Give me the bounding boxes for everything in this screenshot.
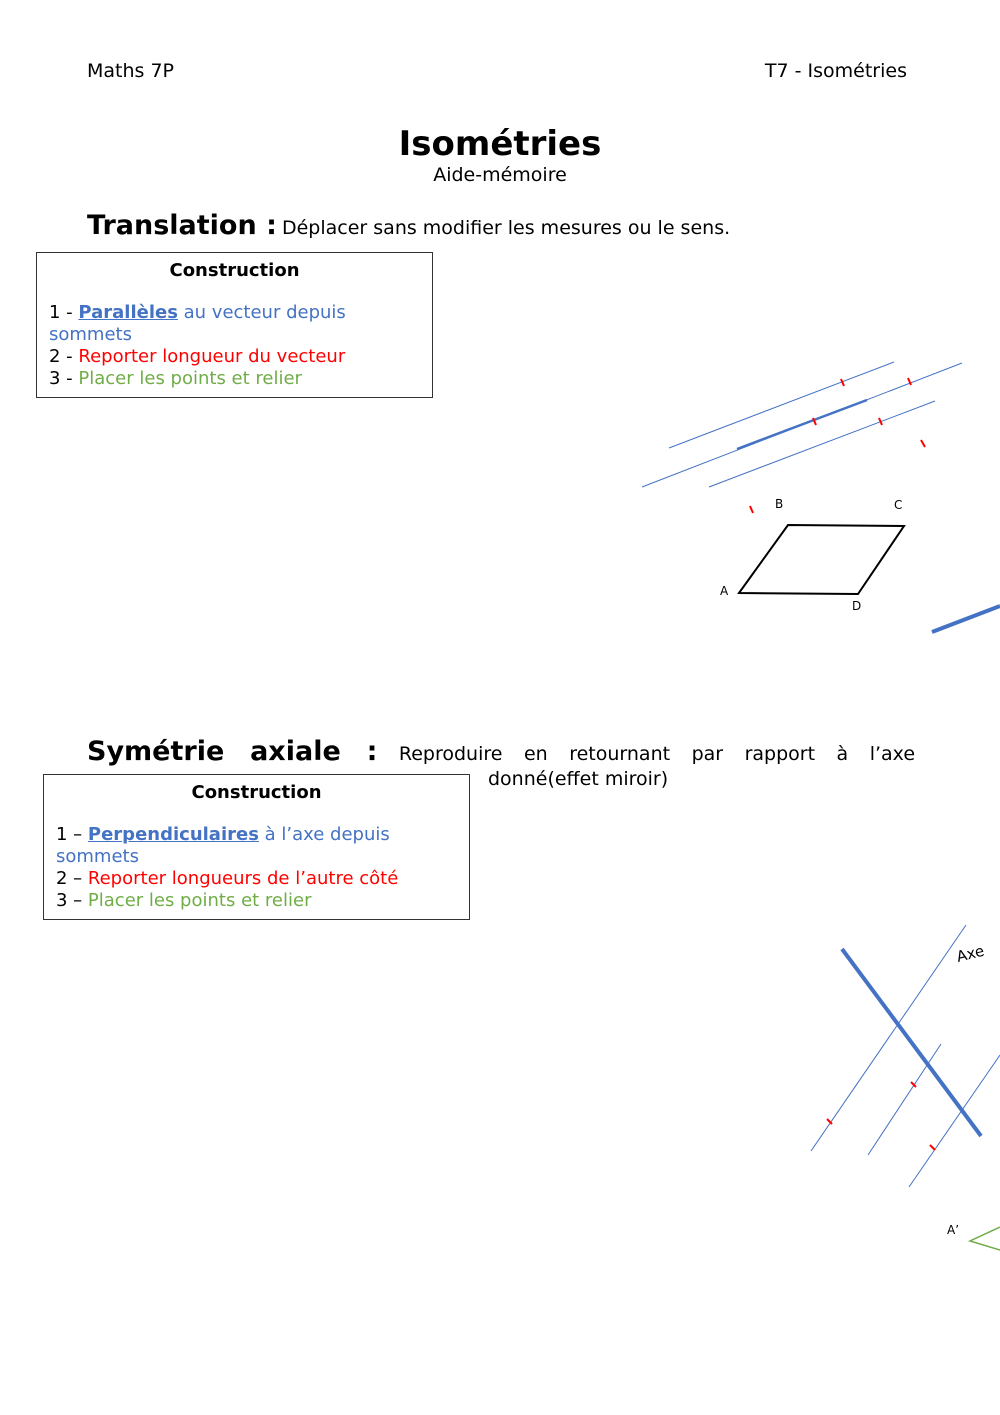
step-number: 3 –	[56, 890, 88, 911]
translation-step-3-text: Placer les points et relier	[78, 368, 302, 389]
header-left: Maths 7P	[87, 60, 175, 82]
label-d: D	[852, 599, 862, 613]
length-mark	[841, 379, 844, 386]
length-mark	[879, 418, 882, 425]
length-mark	[921, 440, 925, 447]
parallelogram-abcd	[739, 525, 904, 594]
label-a-prime: A’	[947, 1223, 960, 1237]
symmetry-box-title: Construction	[191, 782, 322, 803]
symmetry-word: par	[691, 743, 724, 765]
symmetry-step-1-text: à l’axe depuis sommets	[56, 824, 390, 867]
step-number: 1 –	[56, 824, 88, 845]
step-number: 2 –	[56, 868, 88, 889]
label-c: C	[894, 498, 903, 512]
translation-step-1-text: au vecteur depuis sommets	[49, 302, 346, 345]
step-number: 2 -	[49, 346, 79, 367]
symmetry-word: l’axe	[869, 743, 916, 765]
translation-box-title: Construction	[169, 260, 300, 281]
symmetry-axis	[842, 949, 981, 1136]
symmetry-step-3-text: Placer les points et relier	[87, 890, 312, 911]
page-subtitle: Aide-mémoire	[433, 164, 567, 186]
symmetry-word: en	[523, 743, 548, 765]
image-triangle-edge	[970, 1227, 1000, 1250]
symmetry-description-line-2: donné(effet miroir)	[488, 768, 669, 790]
translation-step-1-keyword: Parallèles	[78, 302, 178, 323]
translation-figure	[642, 362, 1000, 632]
symmetry-word: Reproduire	[398, 743, 503, 765]
length-mark	[930, 1145, 935, 1150]
translation-heading: Translation :	[87, 210, 277, 241]
header-right: T7 - Isométries	[764, 60, 907, 82]
translation-description: Déplacer sans modifier les mesures ou le sens.	[281, 217, 731, 239]
perpendicular-line	[909, 1055, 1000, 1187]
label-b: B	[775, 497, 784, 511]
vector-line	[737, 400, 867, 449]
length-mark	[750, 506, 753, 513]
perpendicular-line	[811, 925, 966, 1151]
axis-label: Axe	[954, 941, 987, 966]
step-number: 1 -	[49, 302, 79, 323]
parallel-line	[709, 401, 935, 487]
symmetry-word: rapport	[744, 743, 816, 765]
symmetry-step-2-text: Reporter longueurs de l’autre côté	[87, 868, 399, 889]
perpendicular-line	[868, 1044, 941, 1155]
symmetry-heading: Symétrie axiale :	[87, 736, 378, 767]
parallel-line	[669, 362, 894, 448]
translation-step-2-text: Reporter longueur du vecteur	[78, 346, 346, 367]
label-a: A	[720, 584, 729, 598]
vector-arrow	[932, 606, 1000, 632]
page-title: Isométries	[398, 124, 602, 164]
step-number: 3 -	[49, 368, 79, 389]
symmetry-step-1-keyword: Perpendiculaires	[87, 824, 259, 845]
symmetry-word: retournant	[569, 743, 671, 765]
symmetry-figure	[811, 925, 1000, 1250]
symmetry-word: à	[836, 743, 849, 765]
